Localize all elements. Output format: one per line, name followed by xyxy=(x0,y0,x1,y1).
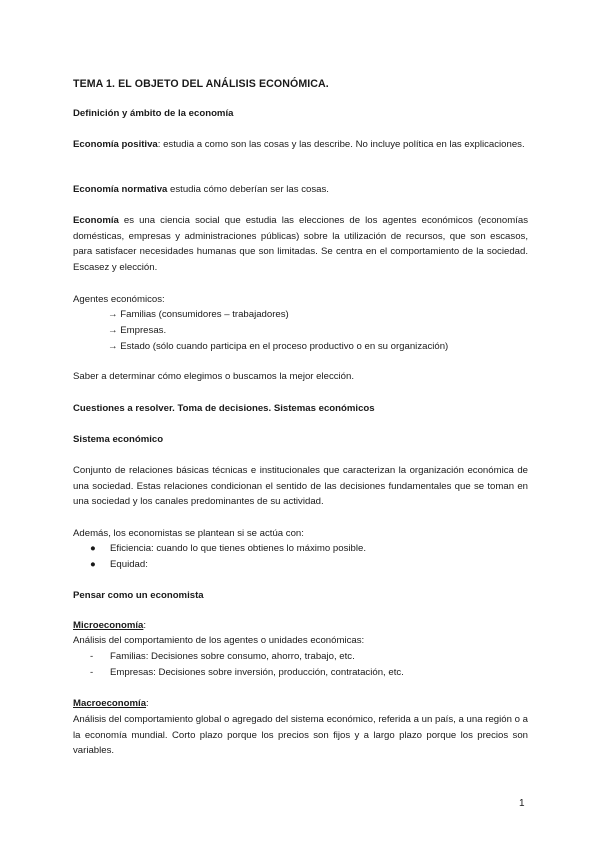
document-title: TEMA 1. EL OBJETO DEL ANÁLISIS ECONÓMICA. xyxy=(73,78,329,90)
paragraph-sistema-economico: Conjunto de relaciones básicas técnicas e institucionales que caracterizan la organización económica de una sociedad. Estas relaciones condicionan el sentido de las decisiones fundamentales que se toman en una sociedad y los canales predominantes de su actividad. xyxy=(73,465,528,508)
ademas-intro: Además, los economistas se plantean si se actúa con: xyxy=(73,528,304,539)
list-item xyxy=(90,541,366,557)
bullet-icon: ● xyxy=(90,559,96,570)
page-number: 1 xyxy=(519,798,525,809)
paragraph-macro: Análisis del comportamiento global o agregado del sistema económico, referida a un país, a una región o a la economía mundial. Corto plazo porque los precios son fijos y a largo plazo porque los precios son variables. xyxy=(73,714,528,757)
macro-heading-text: Macroeconomía xyxy=(73,698,147,709)
dash-icon: - xyxy=(90,651,94,662)
macro-heading-colon: : xyxy=(146,698,149,709)
list-item xyxy=(90,665,404,681)
section-heading-sistema: Sistema económico xyxy=(73,434,164,445)
macro-heading xyxy=(73,696,528,712)
agentes-intro: Agentes económicos: xyxy=(73,294,165,305)
micro-heading-text: Microeconomía xyxy=(73,620,144,631)
micro-heading xyxy=(73,618,528,634)
paragraph-economia-normativa xyxy=(73,182,528,198)
term-economia-normativa: Economía normativa xyxy=(73,184,168,195)
list-item-text: Eficiencia: cuando lo que tienes obtienes lo máximo posible. xyxy=(110,543,366,554)
micro-list xyxy=(90,649,404,681)
paragraph-micro: Análisis del comportamiento de los agentes o unidades económicas: xyxy=(73,635,365,646)
definition-economia: es una ciencia social que estudia las elecciones de los agentes económicos (economías domésticas, empresas y administraciones públicas) sobre la utilización de recursos, que son escasos, para satisfacer necesidades humanas que son limitadas. Se centra en el comportamiento de la sociedad. Escasez y elección. xyxy=(73,215,528,273)
list-item-text: Familias: Decisiones sobre consumo, ahorro, trabajo, etc. xyxy=(110,651,355,662)
definition-economia-normativa: estudia cómo deberían ser las cosas. xyxy=(167,184,329,195)
bullet-icon: ● xyxy=(90,543,96,554)
section-heading-pensar: Pensar como un economista xyxy=(73,590,204,601)
list-item-text: Empresas: Decisiones sobre inversión, producción, contratación, etc. xyxy=(110,667,404,678)
paragraph-economia-positiva xyxy=(73,137,528,153)
section-heading-definicion: Definición y ámbito de la economía xyxy=(73,108,234,119)
list-item xyxy=(90,649,404,665)
term-economia: Economía xyxy=(73,215,119,226)
list-item: → Familias (consumidores – trabajadores) xyxy=(108,309,289,320)
list-item-text: Equidad: xyxy=(110,559,148,570)
list-item: → Empresas. xyxy=(108,325,167,336)
definition-economia-positiva: : estudia a como son las cosas y las describe. No incluye política en las explicaciones. xyxy=(157,139,525,150)
dash-icon: - xyxy=(90,667,94,678)
micro-heading-colon: : xyxy=(143,620,147,631)
agentes-list xyxy=(108,307,448,355)
section-heading-cuestiones: Cuestiones a resolver. Toma de decisiones. Sistemas económicos xyxy=(73,403,375,414)
paragraph-economia-definicion xyxy=(73,213,528,275)
paragraph-saber: Saber a determinar cómo elegimos o buscamos la mejor elección. xyxy=(73,371,355,382)
ademas-list xyxy=(90,541,366,573)
list-item xyxy=(90,557,366,573)
list-item: → Estado (sólo cuando participa en el proceso productivo o en su organización) xyxy=(108,341,449,352)
term-economia-positiva: Economía positiva xyxy=(73,139,158,150)
